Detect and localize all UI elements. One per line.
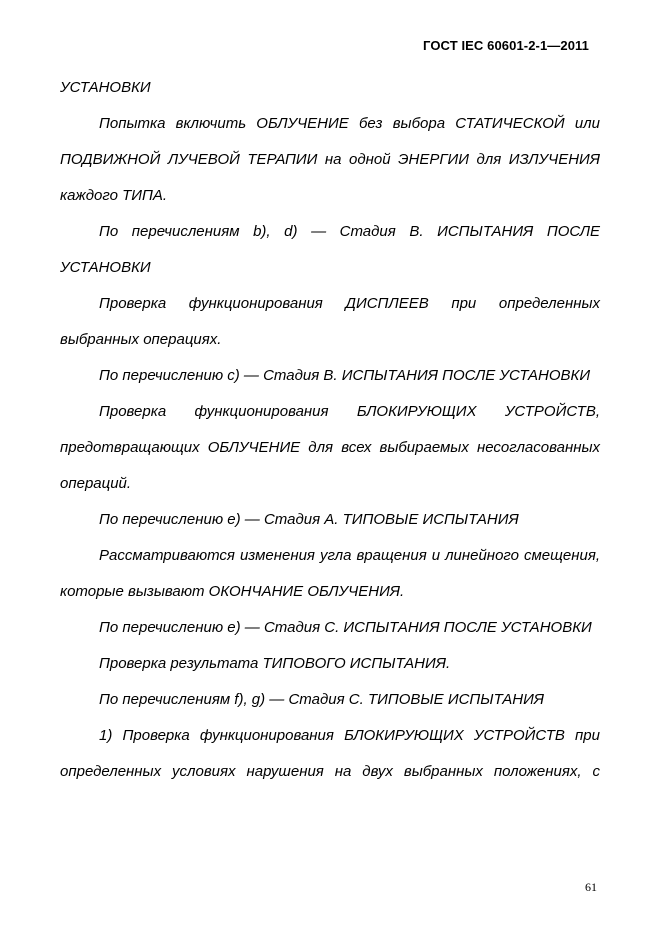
paragraph: По перечислению с) — Стадия В. ИСПЫТАНИЯ ПОСЛЕ УСТАНОВКИ xyxy=(99,367,591,384)
document-body xyxy=(60,70,600,790)
paragraph-list-item: 1) Проверка функционирования БЛОКИРУЮЩИХ УСТРОЙСТВ при определенных условиях нарушения на двух выбранных положениях, с xyxy=(60,727,600,780)
paragraph-continuation: УСТАНОВКИ xyxy=(60,79,151,96)
paragraph: По перечислениям f), g) — Стадия С. ТИПОВЫЕ ИСПЫТАНИЯ xyxy=(99,691,545,708)
paragraph: По перечислению е) — Стадия С. ИСПЫТАНИЯ ПОСЛЕ УСТАНОВКИ xyxy=(99,619,592,636)
paragraph: Рассматриваются изменения угла вращения и линейного смещения, которые вызывают ОКОНЧАНИЕ ОБЛУЧЕНИЯ. xyxy=(60,547,600,600)
page-number: 61 xyxy=(585,880,597,894)
paragraph: По перечислениям b), d) — Стадия В. ИСПЫТАНИЯ ПОСЛЕ УСТАНОВКИ xyxy=(60,223,600,276)
document-header: ГОСТ IEC 60601-2-1—2011 xyxy=(423,38,589,53)
paragraph: Проверка функционирования БЛОКИРУЮЩИХ УСТРОЙСТВ, предотвращающих ОБЛУЧЕНИЕ для всех выбираемых несогласованных операций. xyxy=(60,403,600,492)
paragraph: Проверка функционирования ДИСПЛЕЕВ при определенных выбранных операциях. xyxy=(60,295,600,348)
paragraph: Попытка включить ОБЛУЧЕНИЕ без выбора СТАТИЧЕСКОЙ или ПОДВИЖНОЙ ЛУЧЕВОЙ ТЕРАПИИ на одной ЭНЕРГИИ для ИЗЛУЧЕНИЯ каждого ТИПА. xyxy=(60,115,600,204)
paragraph: По перечислению е) — Стадия А. ТИПОВЫЕ ИСПЫТАНИЯ xyxy=(99,511,519,528)
paragraph: Проверка результата ТИПОВОГО ИСПЫТАНИЯ. xyxy=(99,655,451,672)
